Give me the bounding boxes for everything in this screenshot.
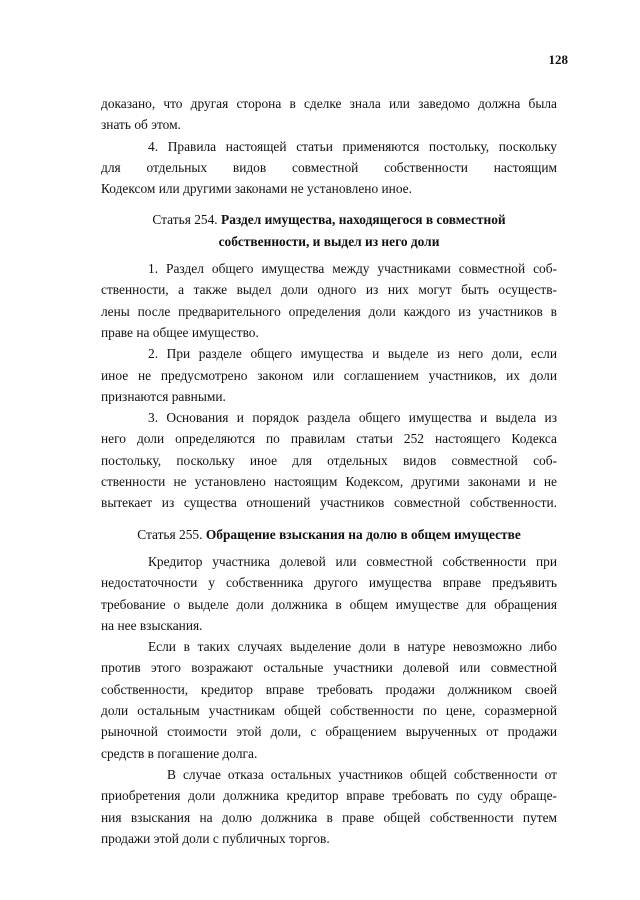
article-254-prefix: Статья 254. [152, 212, 218, 228]
text-line: Кредитор участника долевой или совместной собственности при [148, 553, 557, 569]
article-255-title: Обращение взыскания на долю в общем имуществе [205, 526, 521, 542]
text-line: ния взыскания на долю должника в праве общей собственности путем [101, 809, 557, 825]
text-line: продажи этой доли с публичных торгов. [101, 830, 330, 846]
article-254-heading-cont [101, 231, 557, 252]
article-254-heading [101, 209, 557, 230]
text-line: недостаточности у собственника другого имущества вправе предъявить [101, 575, 557, 591]
text-line: средств в погашение долга. [101, 745, 258, 761]
article-255-heading [101, 524, 557, 545]
text-line: на нее взыскания. [101, 617, 203, 633]
text-line: Если в таких случаях выделение доли в натуре невозможно либо [148, 639, 557, 655]
text-line: лены после предварительного определения доли каждого из участников в [101, 303, 557, 319]
text-line: приобретения доли должника кредитор вправе требовать по суду обраще- [101, 788, 557, 804]
text-line: Кодексом или другими законами не установлено иное. [101, 181, 412, 197]
article-254-title-cont: собственности, и выдел из него доли [218, 233, 440, 249]
text-line: 3. Основания и порядок раздела общего имущества и выдела из [148, 410, 557, 426]
text-line: 4. Правила настоящей статьи применяются постольку, поскольку [148, 138, 557, 154]
text-line: против этого возражают остальные участники долевой или совместной [101, 660, 557, 676]
text-line: требование о выделе доли должника в общем имуществе для обращения [101, 596, 557, 612]
text-line: доли остальным участникам общей собственности по цене, соразмерной [101, 703, 557, 719]
text-line: собственности, кредитор вправе требовать продажи должником своей [101, 681, 557, 697]
text-line: 2. При разделе общего имущества и выделе из него доли, если [148, 346, 557, 362]
text-line: вытекает из существа отношений участников совместной собственности. [101, 495, 557, 511]
text-line: доказано, что другая сторона в сделке знала или заведомо должна была [101, 96, 557, 111]
article-254-title: Раздел имущества, находящегося в совместной [221, 212, 506, 228]
text-line: него доли определяются по правилам статьи 252 настоящего Кодекса [101, 431, 557, 447]
text-line: ственности не установлено настоящим Кодексом, другими законами и не [101, 474, 557, 490]
text-line: признаются равными. [101, 388, 226, 404]
text-line: 1. Раздел общего имущества между участниками совместной соб- [148, 261, 557, 277]
text-line: В случае отказа остальных участников общей собственности от [167, 766, 557, 782]
text-line: праве на общее имущество. [101, 324, 259, 340]
page-body [101, 93, 557, 849]
text-line: рыночной стоимости этой доли, с обращением вырученных от продажи [101, 724, 557, 740]
text-line: для отдельных видов совместной собственности настоящим [101, 159, 557, 175]
text-line: постольку, поскольку иное для отдельных видов совместной соб- [101, 452, 557, 468]
text-line: знать об этом. [101, 117, 181, 133]
text-line: ственности, а также выдел доли одного из них могут быть осуществ- [101, 282, 557, 298]
text-line: иное не предусмотрено законом или соглашением участников, их доли [101, 367, 557, 383]
page-number: 128 [548, 52, 568, 67]
article-255-prefix: Статья 255. [137, 526, 203, 542]
